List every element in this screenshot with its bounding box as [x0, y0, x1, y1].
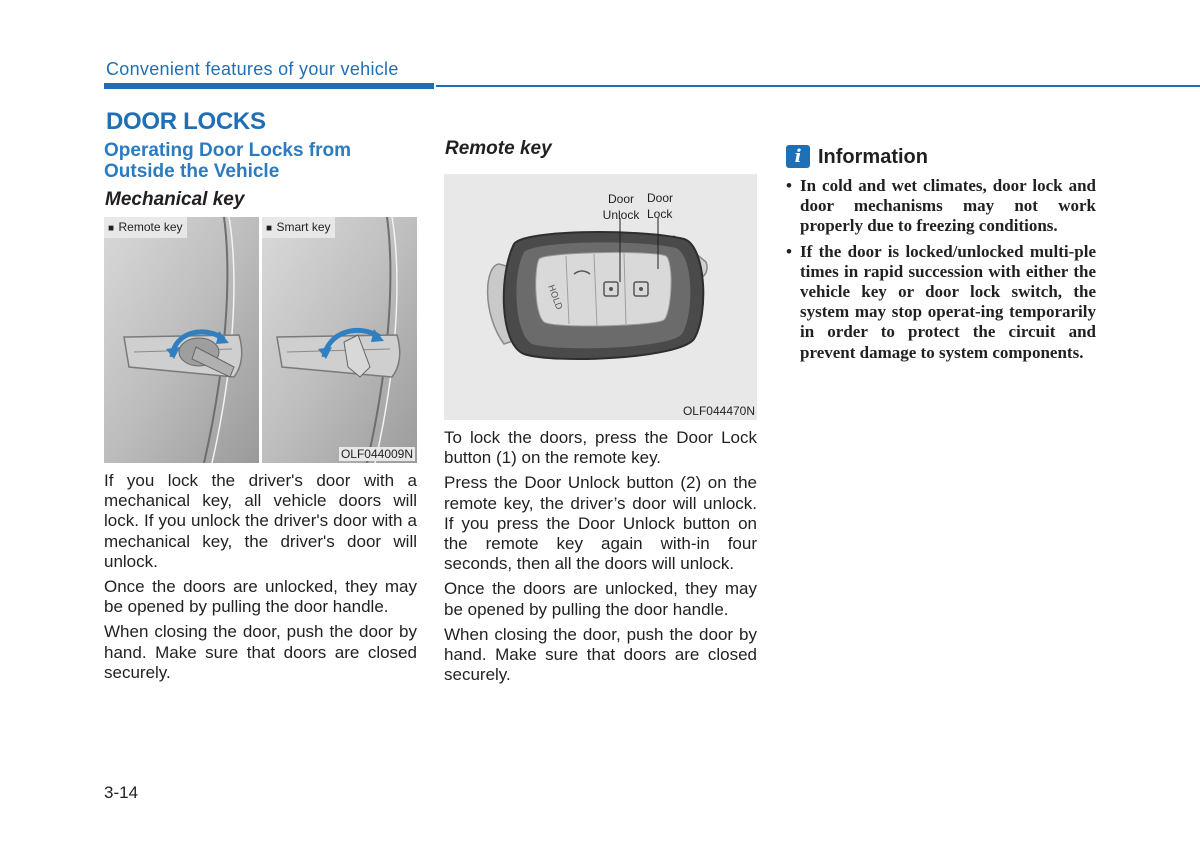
header-rule-thick: [104, 83, 434, 89]
panel-label: Smart key: [276, 220, 331, 234]
svg-text:HOLD: HOLD: [545, 283, 564, 312]
left-body: [104, 471, 417, 688]
door-unlock-callout: Door Unlock: [602, 192, 640, 222]
remote-key-heading: Remote key: [445, 138, 552, 159]
mechanical-key-figure: [104, 217, 417, 463]
running-header: Convenient features of your vehicle: [106, 59, 399, 79]
paragraph: When closing the door, push the door by hand. Make sure that doors are closed securely.: [444, 624, 757, 685]
mechanical-key-heading: Mechanical key: [105, 189, 245, 210]
paragraph: To lock the doors, press the Door Lock button (1) on the remote key.: [444, 428, 757, 468]
info-item: • If the door is locked/unlocked multi-ple times in rapid succession with either the vehicle key or door lock switch, the system may stop operat-ing temporarily in order to protect the circuit and prevent damage to system components.: [784, 242, 1096, 363]
info-list: [784, 176, 1096, 368]
middle-body: [444, 428, 757, 690]
paragraph: Once the doors are unlocked, they may be opened by pulling the door handle.: [104, 577, 417, 617]
info-item: • In cold and wet climates, door lock and door mechanisms may not work properly due to freezing conditions.: [784, 176, 1096, 237]
remote-key-panel: [104, 217, 259, 463]
section-title: DOOR LOCKS: [106, 108, 266, 135]
figure-code: OLF044470N: [682, 404, 755, 418]
page-number: 3-14: [104, 783, 139, 802]
door-handle-remote-illustration: [104, 217, 259, 463]
paragraph: Once the doors are unlocked, they may be opened by pulling the door handle.: [444, 579, 757, 619]
smart-key-panel: [262, 217, 417, 463]
figure-code: OLF044009N: [340, 447, 413, 461]
info-icon: i: [786, 145, 810, 168]
header-rule-thin: [436, 85, 1200, 87]
paragraph: Press the Door Unlock button (2) on the remote key, the driver’s door will unlock. If you press the Door Unlock button on the remote key again with-in four seconds, then all the doors will unlock.: [444, 473, 757, 574]
paragraph: When closing the door, push the door by hand. Make sure that doors are closed securely.: [104, 622, 417, 682]
door-handle-smart-illustration: [262, 217, 417, 463]
info-title: Information: [818, 146, 928, 168]
subheading: Operating Door Locks from Outside the Vehicle: [104, 140, 352, 182]
panel-label: Remote key: [118, 220, 183, 234]
square-bullet-icon: ■: [266, 223, 273, 234]
remote-key-figure: [444, 174, 757, 420]
door-lock-callout: Door Lock: [647, 191, 674, 221]
paragraph: If you lock the driver's door with a mechanical key, all vehicle doors will lock. If you unlock the driver's door with a mechanical key, the driver's door will unlock.: [104, 471, 417, 571]
square-bullet-icon: ■: [108, 223, 115, 234]
